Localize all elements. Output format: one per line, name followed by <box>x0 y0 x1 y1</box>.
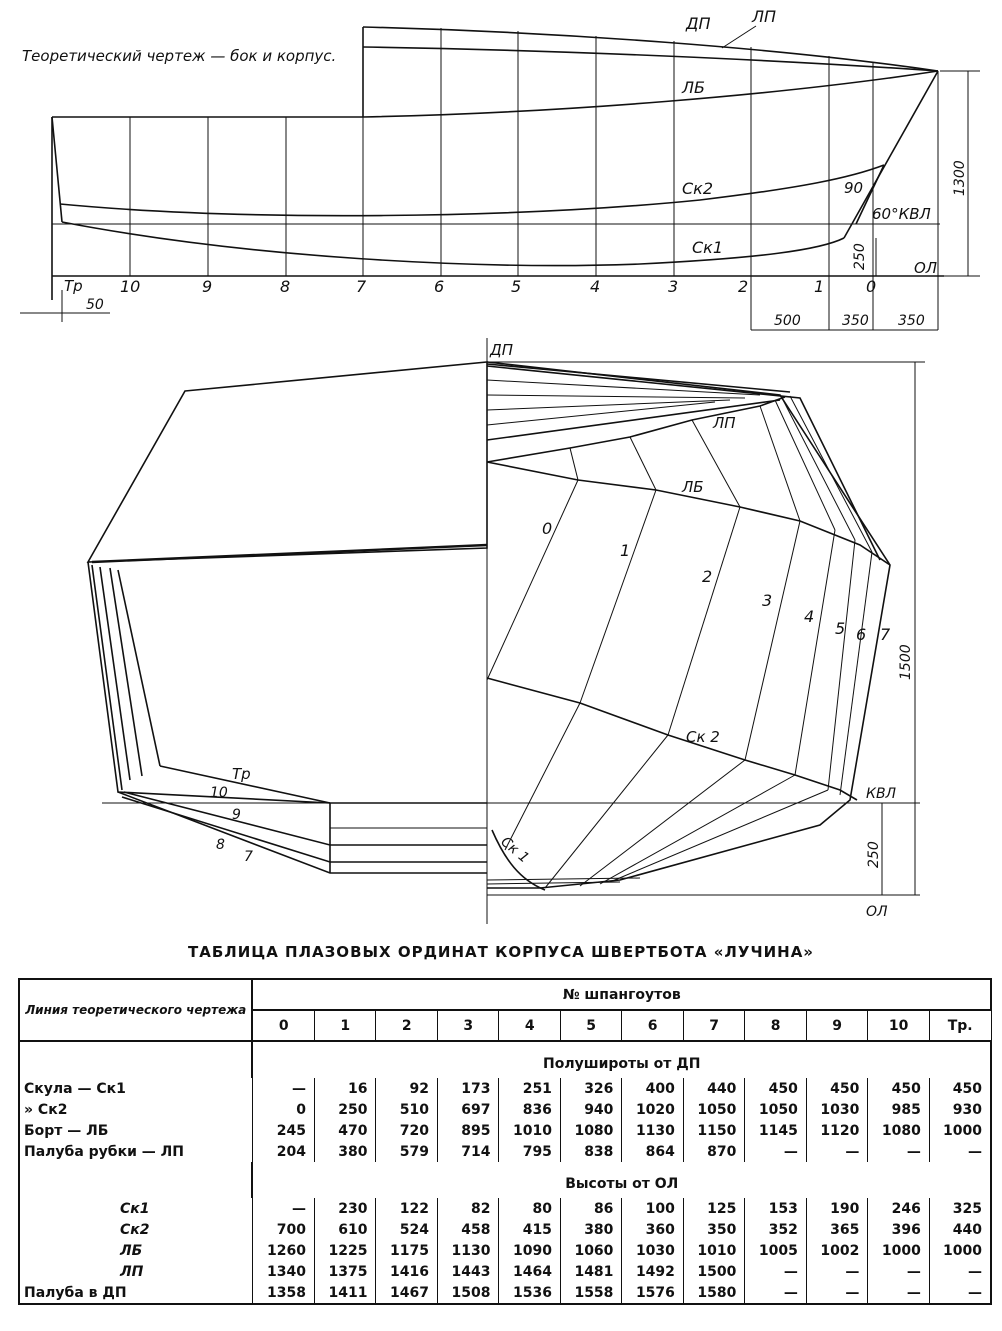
table-cell: — <box>252 1198 314 1219</box>
dim-draft-profile: 250 <box>852 243 868 270</box>
svg-text:0: 0 <box>542 519 553 538</box>
drawing-caption: Теоретический чертеж — бок и корпус. <box>22 47 337 65</box>
table-cell: 1443 <box>437 1261 498 1282</box>
table-cell: 0 <box>252 1099 314 1120</box>
table-cell: 153 <box>745 1198 806 1219</box>
table-cell: 697 <box>437 1099 498 1120</box>
table-cell: 838 <box>560 1141 621 1162</box>
table-cell: 700 <box>252 1219 314 1240</box>
table-cell: 985 <box>868 1099 929 1120</box>
row-label: ЛБ <box>19 1240 252 1261</box>
table-cell: 930 <box>929 1099 991 1120</box>
table-row <box>19 1120 991 1141</box>
dim-350-b: 350 <box>898 313 925 329</box>
table-cell: 1500 <box>683 1261 744 1282</box>
table-cell: 510 <box>376 1099 437 1120</box>
profile-label-sk2: Ск2 <box>682 179 714 198</box>
body-aft-frame-7: 7 <box>244 849 253 865</box>
svg-text:6: 6 <box>856 625 867 644</box>
svg-text:3: 3 <box>762 591 773 610</box>
body-aft-frame-9: 9 <box>232 807 241 823</box>
row-label: Ск2 <box>19 1219 252 1240</box>
table-cell: 450 <box>868 1078 929 1099</box>
profile-label-ol: ОЛ <box>914 259 938 277</box>
table-cell: 1536 <box>499 1282 560 1304</box>
table-cell: 795 <box>499 1141 560 1162</box>
table-cell: 940 <box>560 1099 621 1120</box>
table-cell: 1030 <box>622 1240 683 1261</box>
table-cell: 80 <box>499 1198 560 1219</box>
table-cell: 250 <box>315 1099 376 1120</box>
table-cell: 16 <box>315 1078 376 1099</box>
table-cell: 380 <box>560 1219 621 1240</box>
table-cell: 1508 <box>437 1282 498 1304</box>
table-cell: 470 <box>315 1120 376 1141</box>
profile-label-lb: ЛБ <box>682 78 706 97</box>
dim-350-a: 350 <box>842 313 869 329</box>
table-cell: 450 <box>929 1078 991 1099</box>
table-cell: 1120 <box>806 1120 867 1141</box>
table-cell: 122 <box>376 1198 437 1219</box>
body-dim-draft: 250 <box>866 841 882 868</box>
table-cell: 1481 <box>560 1261 621 1282</box>
table-cell: 1464 <box>499 1261 560 1282</box>
svg-text:1: 1 <box>814 277 825 296</box>
table-cell: 524 <box>376 1219 437 1240</box>
section-heading: Полушироты от ДП <box>252 1041 991 1078</box>
table-cell: 1000 <box>868 1240 929 1261</box>
table-cell: 1030 <box>806 1099 867 1120</box>
table-cell: 204 <box>252 1141 314 1162</box>
table-cell: — <box>806 1141 867 1162</box>
table-cell: 1000 <box>929 1240 991 1261</box>
dim-500: 500 <box>774 313 801 329</box>
table-cell: 400 <box>622 1078 683 1099</box>
table-cell: 1580 <box>683 1282 744 1304</box>
svg-text:10: 10 <box>120 277 141 296</box>
row-label: » Ск2 <box>19 1099 252 1120</box>
profile-label-dp: ДП <box>686 14 711 33</box>
body-label-sk2: Ск 2 <box>686 728 720 746</box>
table-cell: 100 <box>622 1198 683 1219</box>
body-label-sk1: Ск 1 <box>497 833 532 867</box>
svg-text:0: 0 <box>866 277 877 296</box>
table-row <box>19 1198 991 1219</box>
table-cell: 714 <box>437 1141 498 1162</box>
table-cell: 246 <box>868 1198 929 1219</box>
table-cell: 440 <box>683 1078 744 1099</box>
table-cell: — <box>929 1282 991 1304</box>
row-label: Борт — ЛБ <box>19 1120 252 1141</box>
profile-frame-numbers <box>120 277 876 296</box>
table-cell: 1130 <box>437 1240 498 1261</box>
table-cell: 1558 <box>560 1282 621 1304</box>
svg-text:7: 7 <box>880 625 891 644</box>
table-cell: 1492 <box>622 1261 683 1282</box>
row-label: Палуба в ДП <box>19 1282 252 1304</box>
table-cell: 870 <box>683 1141 744 1162</box>
svg-text:4: 4 <box>804 607 815 626</box>
table-cell: 836 <box>499 1099 560 1120</box>
table-cell: 190 <box>806 1198 867 1219</box>
table-cell: 1050 <box>745 1099 806 1120</box>
table-row <box>19 1240 991 1261</box>
table-cell: 1576 <box>622 1282 683 1304</box>
table-cell: 125 <box>683 1198 744 1219</box>
table-cell: 1416 <box>376 1261 437 1282</box>
table-cell: 1225 <box>315 1240 376 1261</box>
table-cell: 1010 <box>499 1120 560 1141</box>
table-cell: 458 <box>437 1219 498 1240</box>
table-cell: 1145 <box>745 1120 806 1141</box>
table-cell: 1467 <box>376 1282 437 1304</box>
svg-text:2: 2 <box>738 277 749 296</box>
table-cell: 1050 <box>683 1099 744 1120</box>
table-cell: 610 <box>315 1219 376 1240</box>
table-cell: 1130 <box>622 1120 683 1141</box>
table-cell: 1060 <box>560 1240 621 1261</box>
table-cell: 1340 <box>252 1261 314 1282</box>
table-cell: 440 <box>929 1219 991 1240</box>
table-cell: 1375 <box>315 1261 376 1282</box>
table-cell: 1080 <box>560 1120 621 1141</box>
table-cell: 352 <box>745 1219 806 1240</box>
table-cell: 326 <box>560 1078 621 1099</box>
table-cell: — <box>745 1282 806 1304</box>
table-cell: — <box>929 1261 991 1282</box>
table-cell: — <box>745 1141 806 1162</box>
table-cell: 360 <box>622 1219 683 1240</box>
body-label-tr: Тр <box>232 765 251 783</box>
table-cell: 579 <box>376 1141 437 1162</box>
table-cell: — <box>929 1141 991 1162</box>
body-plan <box>88 338 925 924</box>
table-cell: 720 <box>376 1120 437 1141</box>
table-cell: 396 <box>868 1219 929 1240</box>
table-cell: 450 <box>806 1078 867 1099</box>
body-dim-height: 1500 <box>898 644 914 680</box>
dim-height-profile: 1300 <box>952 160 968 196</box>
table-cell: 1000 <box>929 1120 991 1141</box>
body-aft-frame-8: 8 <box>216 837 225 853</box>
svg-text:9: 9 <box>202 277 213 296</box>
table-cell: 1358 <box>252 1282 314 1304</box>
table-cell: — <box>745 1261 806 1282</box>
table-row <box>19 1078 991 1099</box>
dim-50: 50 <box>86 297 104 313</box>
table-cell: 1005 <box>745 1240 806 1261</box>
svg-text:7: 7 <box>356 277 367 296</box>
body-label-lp: ЛП <box>713 414 736 432</box>
table-cell: 864 <box>622 1141 683 1162</box>
profile-label-kvl: 60°КВЛ <box>872 205 931 223</box>
table-cell: 1260 <box>252 1240 314 1261</box>
header-line-label: Линия теоретического чертежа <box>19 979 252 1041</box>
table-cell: 365 <box>806 1219 867 1240</box>
table-cell: 1080 <box>868 1120 929 1141</box>
table-cell: 1411 <box>315 1282 376 1304</box>
body-label-ol: ОЛ <box>866 904 888 920</box>
table-cell: 173 <box>437 1078 498 1099</box>
table-cell: 380 <box>315 1141 376 1162</box>
table-cell: 350 <box>683 1219 744 1240</box>
svg-text:5: 5 <box>835 619 846 638</box>
table-cell: 230 <box>315 1198 376 1219</box>
svg-text:4: 4 <box>590 277 601 296</box>
body-fwd-frames <box>487 396 872 888</box>
table-cell: 1010 <box>683 1240 744 1261</box>
table-cell: 1020 <box>622 1099 683 1120</box>
table-cell: 415 <box>499 1219 560 1240</box>
svg-text:8: 8 <box>280 277 291 296</box>
table-cell: 86 <box>560 1198 621 1219</box>
table-cell: 325 <box>929 1198 991 1219</box>
body-label-lb: ЛБ <box>682 478 704 496</box>
svg-text:3: 3 <box>668 277 679 296</box>
svg-text:1: 1 <box>620 541 631 560</box>
table-row <box>19 1141 991 1162</box>
table-cell: — <box>868 1261 929 1282</box>
profile-label-lp: ЛП <box>752 7 777 26</box>
row-label: ЛП <box>19 1261 252 1282</box>
table-cell: — <box>806 1261 867 1282</box>
table-cell: 245 <box>252 1120 314 1141</box>
table-cell: — <box>806 1282 867 1304</box>
table-row <box>19 1099 991 1120</box>
profile-label-tr: Тр <box>64 277 83 295</box>
section-heading: Высоты от ОЛ <box>252 1162 991 1198</box>
table-title: ТАБЛИЦА ПЛАЗОВЫХ ОРДИНАТ КОРПУСА ШВЕРТБОТА «ЛУЧИНА» <box>188 943 814 961</box>
header-columns: 0 1 2 3 4 5 6 7 8 9 10 Тр. <box>19 1010 991 1041</box>
table-row <box>19 1261 991 1282</box>
table-cell: — <box>868 1141 929 1162</box>
table-row <box>19 1282 991 1304</box>
table-cell: 895 <box>437 1120 498 1141</box>
body-aft-frame-10: 10 <box>210 785 228 801</box>
svg-text:2: 2 <box>702 567 713 586</box>
table-row <box>19 1219 991 1240</box>
table-cell: 1002 <box>806 1240 867 1261</box>
svg-text:5: 5 <box>511 277 522 296</box>
table-cell: 450 <box>745 1078 806 1099</box>
table-cell: 1175 <box>376 1240 437 1261</box>
profile-label-angle: 90 <box>844 179 864 197</box>
row-label: Палуба рубки — ЛП <box>19 1141 252 1162</box>
row-label: Скула — Ск1 <box>19 1078 252 1099</box>
svg-text:6: 6 <box>434 277 445 296</box>
row-label: Ск1 <box>19 1198 252 1219</box>
body-label-kvl: КВЛ <box>866 786 897 802</box>
table-cell: 82 <box>437 1198 498 1219</box>
profile-label-sk1: Ск1 <box>692 238 724 257</box>
table-cell: 92 <box>376 1078 437 1099</box>
body-label-dp: ДП <box>490 341 513 359</box>
ordinates-table <box>18 978 992 1305</box>
header-frames-label: № шпангоутов <box>252 979 991 1010</box>
table-cell: 1150 <box>683 1120 744 1141</box>
table-cell: — <box>252 1078 314 1099</box>
table-cell: — <box>868 1282 929 1304</box>
table-cell: 251 <box>499 1078 560 1099</box>
table-cell: 1090 <box>499 1240 560 1261</box>
